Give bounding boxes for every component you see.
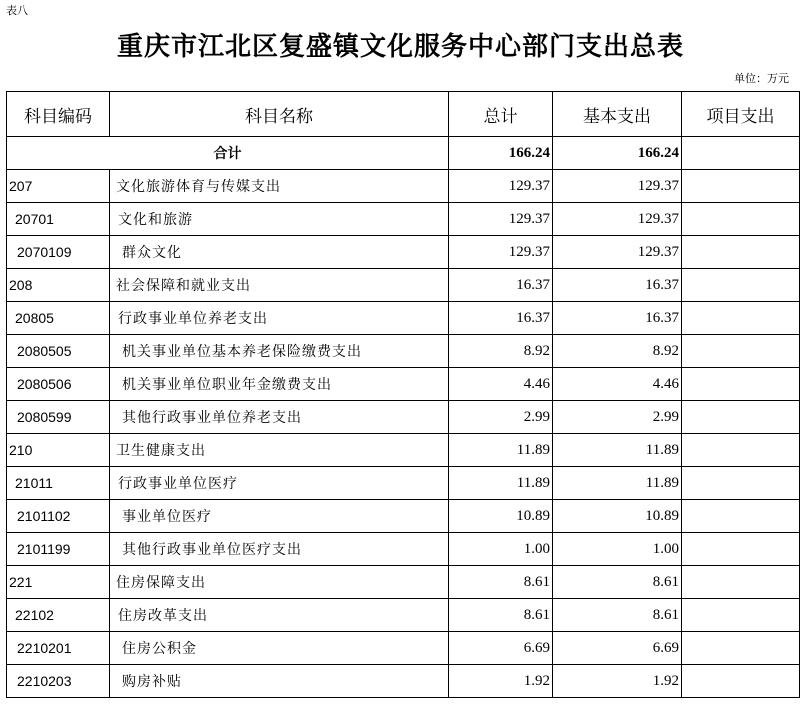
total-cell: 8.61 [449, 599, 553, 632]
total-cell: 16.37 [449, 269, 553, 302]
basic-cell: 11.89 [553, 434, 682, 467]
total-cell: 2.99 [449, 401, 553, 434]
code-cell: 20805 [7, 302, 110, 335]
table-row [7, 434, 800, 467]
total-cell: 1.92 [449, 665, 553, 698]
name-cell: 文化和旅游 [110, 203, 449, 236]
basic-cell: 8.61 [553, 566, 682, 599]
project-cell [682, 302, 800, 335]
table-row [7, 335, 800, 368]
code-cell: 22102 [7, 599, 110, 632]
project-cell [682, 434, 800, 467]
table-row [7, 302, 800, 335]
table-row [7, 401, 800, 434]
table-row [7, 236, 800, 269]
name-cell: 群众文化 [110, 236, 449, 269]
code-cell: 2080599 [7, 401, 110, 434]
header-subject-name: 科目名称 [110, 92, 449, 137]
total-sum-cell: 166.24 [449, 137, 553, 170]
table-body [7, 137, 800, 698]
expenditure-table [6, 91, 800, 698]
name-cell: 卫生健康支出 [110, 434, 449, 467]
name-cell: 住房改革支出 [110, 599, 449, 632]
project-cell [682, 566, 800, 599]
code-cell: 2101199 [7, 533, 110, 566]
header-project-expenditure: 项目支出 [682, 92, 800, 137]
table-row [7, 566, 800, 599]
page-title: 重庆市江北区复盛镇文化服务中心部门支出总表 [116, 32, 684, 62]
table-header-row [7, 92, 800, 137]
header-total: 总计 [449, 92, 553, 137]
project-cell [682, 236, 800, 269]
project-cell [682, 467, 800, 500]
code-cell: 2080506 [7, 368, 110, 401]
table-row [7, 368, 800, 401]
basic-cell: 4.46 [553, 368, 682, 401]
code-cell: 208 [7, 269, 110, 302]
table-row [7, 269, 800, 302]
code-cell: 21011 [7, 467, 110, 500]
basic-cell: 8.92 [553, 335, 682, 368]
name-cell: 行政事业单位医疗 [110, 467, 449, 500]
code-cell: 2070109 [7, 236, 110, 269]
total-cell: 129.37 [449, 170, 553, 203]
basic-cell: 129.37 [553, 170, 682, 203]
code-cell: 207 [7, 170, 110, 203]
table-row [7, 467, 800, 500]
code-cell: 221 [7, 566, 110, 599]
name-cell: 其他行政事业单位医疗支出 [110, 533, 449, 566]
header-subject-code: 科目编码 [7, 92, 110, 137]
total-cell: 129.37 [449, 203, 553, 236]
project-cell [682, 269, 800, 302]
total-label: 合计 [7, 137, 449, 170]
basic-cell: 1.92 [553, 665, 682, 698]
total-cell: 11.89 [449, 434, 553, 467]
basic-cell: 2.99 [553, 401, 682, 434]
code-cell: 2210203 [7, 665, 110, 698]
total-cell: 16.37 [449, 302, 553, 335]
basic-cell: 10.89 [553, 500, 682, 533]
total-basic-cell: 166.24 [553, 137, 682, 170]
code-cell: 20701 [7, 203, 110, 236]
name-cell: 住房保障支出 [110, 566, 449, 599]
project-cell [682, 335, 800, 368]
total-cell: 1.00 [449, 533, 553, 566]
name-cell: 其他行政事业单位养老支出 [110, 401, 449, 434]
basic-cell: 8.61 [553, 599, 682, 632]
total-row [7, 137, 800, 170]
code-cell: 2101102 [7, 500, 110, 533]
name-cell: 购房补贴 [110, 665, 449, 698]
basic-cell: 16.37 [553, 302, 682, 335]
code-cell: 2080505 [7, 335, 110, 368]
basic-cell: 129.37 [553, 236, 682, 269]
table-number-label: 表八 [6, 4, 28, 17]
name-cell: 社会保障和就业支出 [110, 269, 449, 302]
project-cell [682, 500, 800, 533]
project-cell [682, 632, 800, 665]
total-cell: 11.89 [449, 467, 553, 500]
unit-label: 单位：万元 [734, 72, 789, 85]
basic-cell: 6.69 [553, 632, 682, 665]
table-row [7, 203, 800, 236]
total-project-cell [682, 137, 800, 170]
project-cell [682, 170, 800, 203]
table-row [7, 632, 800, 665]
name-cell: 机关事业单位职业年金缴费支出 [110, 368, 449, 401]
total-cell: 4.46 [449, 368, 553, 401]
code-cell: 210 [7, 434, 110, 467]
table-row [7, 599, 800, 632]
project-cell [682, 368, 800, 401]
project-cell [682, 533, 800, 566]
table-row [7, 533, 800, 566]
name-cell: 文化旅游体育与传媒支出 [110, 170, 449, 203]
project-cell [682, 599, 800, 632]
basic-cell: 129.37 [553, 203, 682, 236]
project-cell [682, 665, 800, 698]
table-row [7, 170, 800, 203]
name-cell: 住房公积金 [110, 632, 449, 665]
name-cell: 行政事业单位养老支出 [110, 302, 449, 335]
total-cell: 129.37 [449, 236, 553, 269]
basic-cell: 1.00 [553, 533, 682, 566]
total-cell: 8.61 [449, 566, 553, 599]
project-cell [682, 401, 800, 434]
project-cell [682, 203, 800, 236]
basic-cell: 11.89 [553, 467, 682, 500]
code-cell: 2210201 [7, 632, 110, 665]
total-cell: 6.69 [449, 632, 553, 665]
table-row [7, 665, 800, 698]
name-cell: 事业单位医疗 [110, 500, 449, 533]
total-cell: 10.89 [449, 500, 553, 533]
total-cell: 8.92 [449, 335, 553, 368]
header-basic-expenditure: 基本支出 [553, 92, 682, 137]
name-cell: 机关事业单位基本养老保险缴费支出 [110, 335, 449, 368]
basic-cell: 16.37 [553, 269, 682, 302]
table-row [7, 500, 800, 533]
